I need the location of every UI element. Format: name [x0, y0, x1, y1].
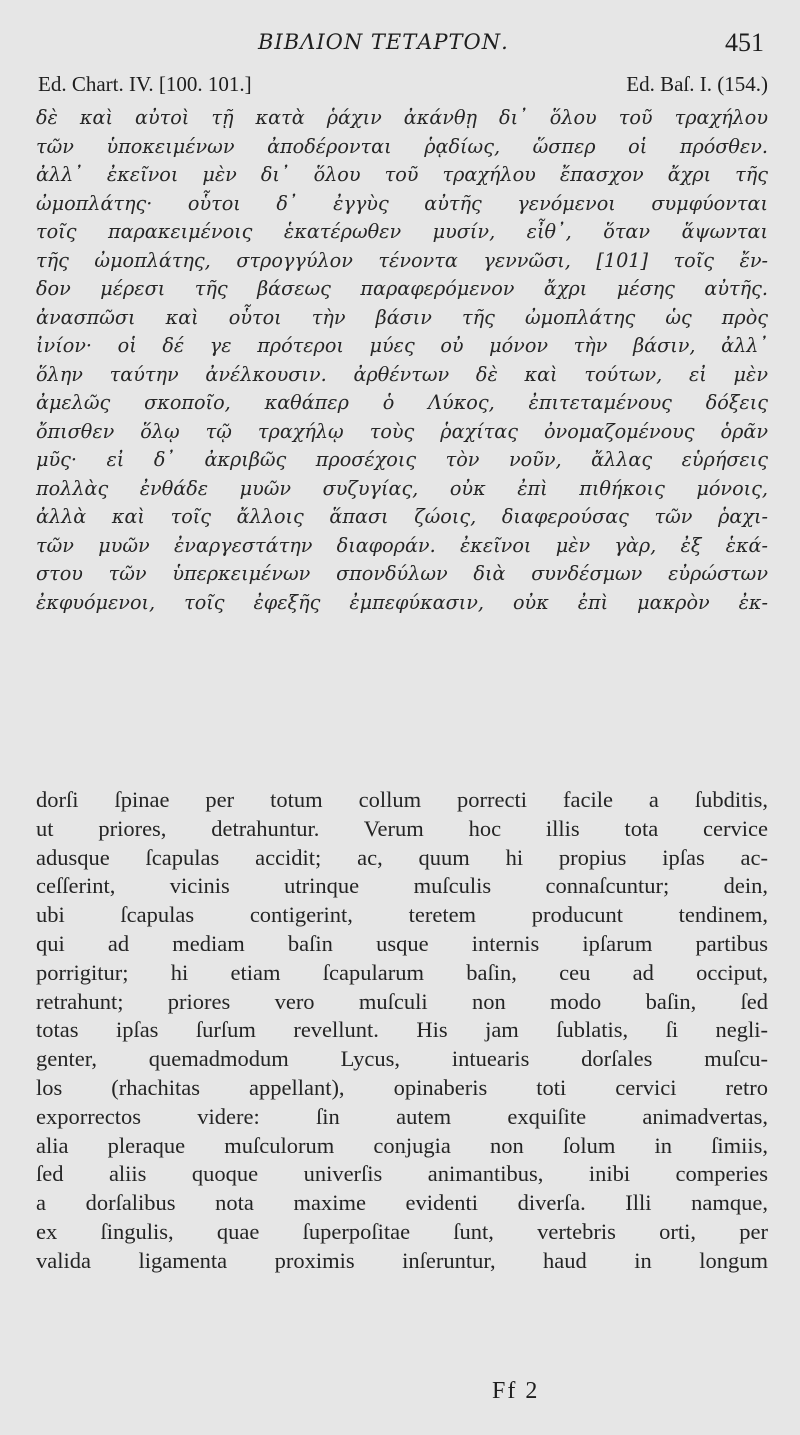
greek-text-line: δον μέρεσι τῆς βάσεως παραφερόμενον ἄχρι μέσης αὐτῆς.	[36, 277, 768, 300]
latin-text-line: qui ad mediam baſin usque internis ipſarum partibus	[36, 930, 768, 956]
latin-text-line: totas ipſas ſurſum revellunt. His jam ſublatis, ſi negli-	[36, 1017, 768, 1043]
running-head	[0, 28, 800, 68]
edition-references	[38, 72, 768, 100]
greek-text-line: ἰνίον· οἱ δέ γε πρότεροι μύες οὐ μόνον τὴν βάσιν, ἀλλ᾽	[36, 334, 768, 357]
latin-text-line: ceſſerint, vicinis utrinque muſculis connaſcuntur; dein,	[36, 873, 768, 899]
signature-mark: Ff 2	[492, 1378, 540, 1404]
latin-text-line: dorſi ſpinae per totum collum porrecti facile a ſubditis,	[36, 787, 768, 812]
running-title: ΒΙΒΛΙΟΝ ΤΕΤΑΡΤΟΝ.	[258, 30, 509, 54]
latin-text-line: genter, quemadmodum Lycus, intuearis dorſales muſcu-	[36, 1046, 768, 1072]
latin-text-line: exporrectos videre: ſin autem exquiſite animadvertas,	[36, 1103, 768, 1129]
greek-text-line: ἀλλὰ καὶ τοῖς ἄλλοις ἅπασι ζώοις, διαφερούσας τῶν ῥαχι-	[36, 505, 768, 528]
latin-text-line: los (rhachitas appellant), opinaberis toti cervici retro	[36, 1074, 768, 1100]
greek-text-line: τῆς ὠμοπλάτης, στρογγύλον τένοντα γεννῶσι, [101] τοῖς ἔν-	[36, 248, 768, 272]
greek-text-line: τῶν ὑποκειμένων ἀποδέρονται ῥᾳδίως, ὥσπερ οἱ πρόσθεν.	[36, 134, 768, 158]
greek-text-line: ὠμοπλάτης· οὗτοι δ᾽ ἐγγὺς αὐτῆς γενόμενοι συμφύονται	[36, 191, 768, 215]
greek-text-line: στου τῶν ὑπερκειμένων σπονδύλων διὰ συνδέσμων εὐρώστων	[36, 562, 768, 585]
greek-text-line: ἀλλ᾽ ἐκεῖνοι μὲν δι᾽ ὅλου τοῦ τραχήλου ἔπασχον ἄχρι τῆς	[36, 163, 768, 186]
greek-text-line: μῦς· εἰ δ᾽ ἀκριβῶς προσέχοις τὸν νοῦν, ἄλλας εὑρήσεις	[36, 448, 768, 471]
latin-text-line: ut priores, detrahuntur. Verum hoc illis tota cervice	[36, 815, 768, 841]
latin-text-line: alia pleraque muſculorum conjugia non ſolum in ſimiis,	[36, 1132, 768, 1158]
greek-text-line: ἐκφυόμενοι, τοῖς ἐφεξῆς ἐμπεφύκασιν, οὐκ ἐπὶ μακρὸν ἐκ-	[36, 590, 768, 614]
greek-text-line: τῶν μυῶν ἐναργεστάτην διαφοράν. ἐκεῖνοι μὲν γὰρ, ἐξ ἑκά-	[36, 533, 768, 557]
latin-text-line: valida ligamenta proximis inſeruntur, haud in longum	[36, 1247, 768, 1273]
latin-text-line: porrigitur; hi etiam ſcapularum baſin, ceu ad occiput,	[36, 959, 768, 985]
latin-text-line: retrahunt; priores vero muſculi non modo baſin, ſed	[36, 988, 768, 1014]
greek-text-line: ὅλην ταύτην ἀνέλκουσιν. ἀρθέντων δὲ καὶ τούτων, εἰ μὲν	[36, 362, 768, 386]
edition-basel-reference: Ed. Baſ. I. (154.)	[626, 72, 768, 96]
latin-text-block	[36, 786, 768, 1276]
latin-text-line: ſed aliis quoque univerſis animantibus, inibi comperies	[36, 1161, 768, 1187]
greek-text-line: πολλὰς ἐνθάδε μυῶν συζυγίας, οὐκ ἐπὶ πιθήκοις μόνοις,	[36, 476, 768, 500]
latin-text-line: a dorſalibus nota maxime evidenti diverſa. Illi namque,	[36, 1190, 768, 1216]
greek-text-line: δὲ καὶ αὐτοὶ τῇ κατὰ ῥάχιν ἀκάνθῃ δι᾽ ὅλου τοῦ τραχήλου	[36, 106, 768, 129]
latin-text-line: adusque ſcapulas accidit; ac, quum hi propius ipſas ac-	[36, 844, 768, 870]
greek-text-line: ἀμελῶς σκοποῖο, καθάπερ ὁ Λύκος, ἐπιτεταμένους δόξεις	[36, 391, 768, 414]
greek-text-line: ὄπισθεν ὅλῳ τῷ τραχήλῳ τοὺς ῥαχίτας ὀνομαζομένους ὁρᾶν	[36, 419, 768, 443]
greek-text-line: τοῖς παρακειμένοις ἑκατέρωθεν μυσίν, εἶθ᾽, ὅταν ἅψωνται	[36, 220, 768, 243]
edition-chartier-reference: Ed. Chart. IV. [100. 101.]	[38, 72, 252, 96]
greek-text-block	[36, 104, 768, 617]
greek-text-line: ἀνασπῶσι καὶ οὗτοι τὴν βάσιν τῆς ὠμοπλάτης ὡς πρὸς	[36, 305, 768, 329]
page-number: 451	[725, 28, 764, 57]
latin-text-line: ubi ſcapulas contigerint, teretem producunt tendinem,	[36, 902, 768, 928]
latin-text-line: ex ſingulis, quae ſuperpoſitae ſunt, vertebris orti, per	[36, 1218, 768, 1244]
